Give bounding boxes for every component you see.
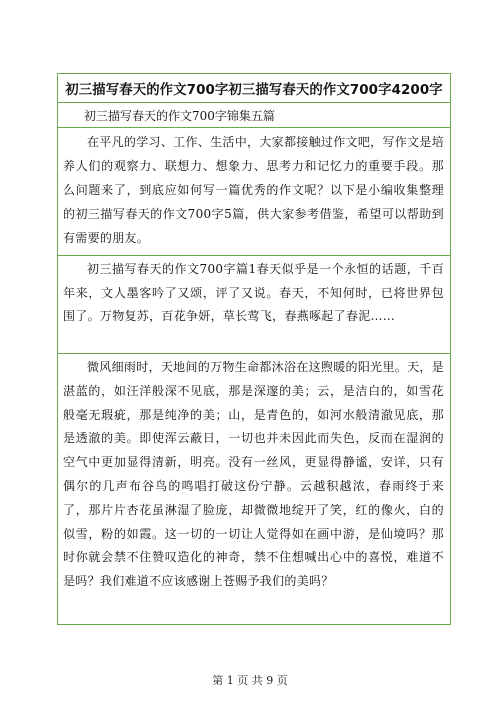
subtitle-row — [58, 103, 450, 128]
page-indicator: 第 1 页 共 9 页 — [212, 674, 288, 687]
paragraph-row-essay-body — [58, 354, 450, 624]
document-title: 初三描写春天的作文700字初三描写春天的作文700字4200字 — [65, 82, 443, 98]
title-row — [58, 74, 450, 103]
paragraph-row-intro — [58, 128, 450, 256]
document-subtitle: 初三描写春天的作文700字锦集五篇 — [84, 108, 275, 123]
paragraph-intro: 在平凡的学习、工作、生活中，大家都接触过作文吧，写作文是培养人们的观察力、联想力、想象力、思考力和记忆力的重要手段。那么问题来了，到底应如何写一篇优秀的作文呢？以下是小编收集整理的初三描写春天的作文700字5篇，供大家参考借鉴，希望可以帮助到有需要的朋友。 — [63, 135, 444, 245]
paragraph-essay-opening: 初三描写春天的作文700字篇1春天似乎是一个永恒的话题，千百年来，文人墨客吟了又颂，评了又说。春天，不知何时，已将世界包围了。万物复苏，百花争妍，草长莺飞，春燕啄起了春泥…… — [63, 262, 444, 323]
paragraph-row-essay-opening — [58, 256, 450, 354]
paragraph-essay-body: 微风细雨时，天地间的万物生命都沐浴在这煦暖的阳光里。天，是湛蓝的，如汪洋般深不见底，那是深邃的美；云，是洁白的，如雪花般毫无瑕疵，那是纯净的美；山，是青色的，如河水般清澈见底，那是透澈的美。即使浑云蔽日，一切也并未因此而失色，反而在湿润的空气中更加显得清新，明亮。没有一丝风，更显得静谧，安详，只有偶尔的几声布谷鸟的鸣唱打破这份宁静。云越积越浓，春雨终于来了，那片片杏花虽淋湿了脸庞，却微微地绽开了笑，红的像火，白的似雪，粉的如霞。这一切的一切让人觉得如在画中游，是仙境吗？那时你就会禁不住赞叹造化的神奇，禁不住想喊出心中的喜悦，难道不是吗？我们难道不应该感谢上苍赐予我们的美吗？ — [63, 360, 444, 589]
document-table — [57, 73, 451, 625]
